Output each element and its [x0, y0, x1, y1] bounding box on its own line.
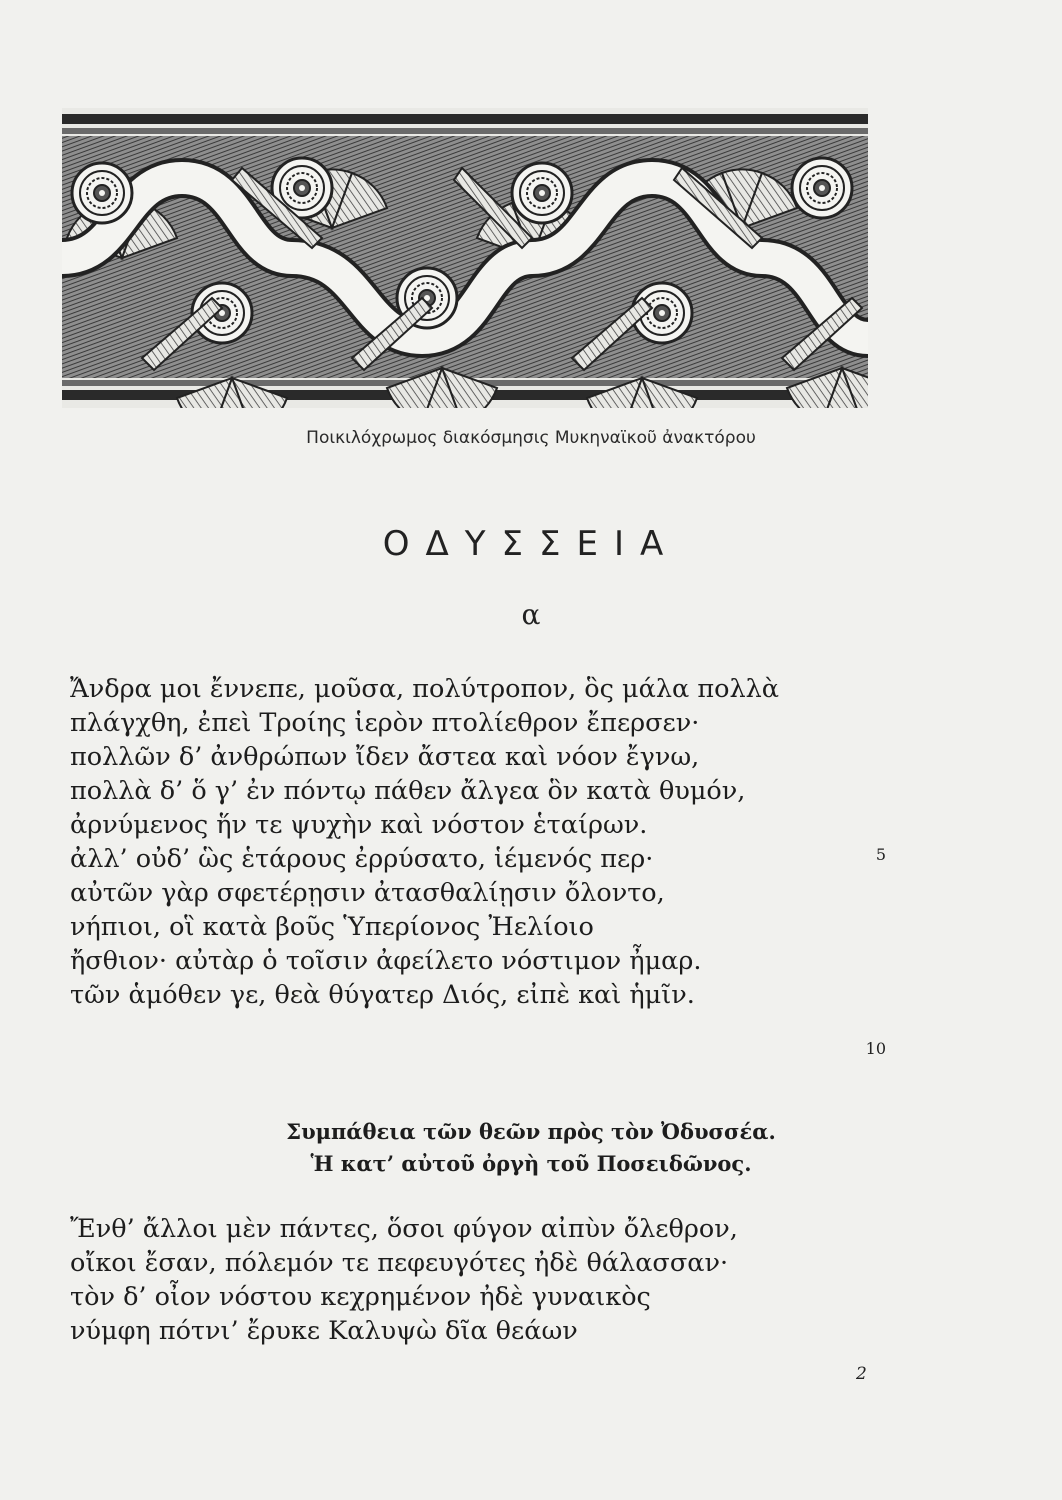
verse-line: πολλὰ δ’ ὅ γ’ ἐν πόντῳ πάθεν ἄλγεα ὃν κατὰ θυμόν,	[70, 776, 746, 806]
verse-line: νύμφη πότνι’ ἔρυκε Καλυψὼ δῖα θεάων	[70, 1316, 578, 1346]
section-heading-line-1: Συμπάθεια τῶν θεῶν πρὸς τὸν Ὀδυσσέα.	[286, 1119, 776, 1144]
verse-line: αὐτῶν γὰρ σφετέρῃσιν ἀτασθαλίῃσιν ὄλοντο,	[70, 878, 665, 908]
verse-line: νήπιοι, οἳ κατὰ βοῦς Ὑπερίονος Ἠελίοιο	[70, 912, 594, 942]
verse-line: ἤσθιον· αὐτὰρ ὁ τοῖσιν ἀφείλετο νόστιμον ἦμαρ.	[70, 946, 702, 976]
verse-line: τὸν δ’ οἶον νόστου κεχρημένον ἠδὲ γυναικὸς	[70, 1282, 651, 1312]
verse-line: Ἄνδρα μοι ἔννεπε, μοῦσα, πολύτροπον, ὃς μάλα πολλὰ	[70, 674, 779, 704]
verse-line: πλάγχθη, ἐπεὶ Τροίης ἱερὸν πτολίεθρον ἔπερσεν·	[70, 708, 700, 738]
line-number-5: 5	[875, 845, 886, 864]
verse-line: ἀρνύμενος ἥν τε ψυχὴν καὶ νόστον ἑταίρων.	[70, 810, 648, 840]
verse-block-1	[70, 672, 800, 1012]
line-number-10: 10	[865, 1039, 886, 1058]
book-label: α	[521, 598, 541, 631]
mycenaean-frieze-icon	[62, 108, 868, 408]
verse-line: ἀλλ’ οὐδ’ ὣς ἑτάρους ἐρρύσατο, ἱέμενός περ·	[70, 844, 654, 874]
page-title: ΟΔΥΣΣΕΙΑ	[382, 524, 680, 564]
verse-line: πολλῶν δ’ ἀνθρώπων ἴδεν ἄστεα καὶ νόον ἔγνω,	[70, 742, 700, 772]
verse-block-2	[70, 1212, 800, 1348]
section-heading-line-2: Ἡ κατ’ αὐτοῦ ὀργὴ τοῦ Ποσειδῶνος.	[310, 1151, 752, 1176]
frieze-caption: Ποικιλόχρωμος διακόσμησις Μυκηναϊκοῦ ἀνακτόρου	[306, 428, 756, 448]
verse-line: Ἔνθ’ ἄλλοι μὲν πάντες, ὅσοι φύγον αἰπὺν ὄλεθρον,	[70, 1214, 738, 1244]
verse-line: οἴκοι ἔσαν, πόλεμόν τε πεφευγότες ἠδὲ θάλασσαν·	[70, 1248, 729, 1278]
verse-line: τῶν ἁμόθεν γε, θεὰ θύγατερ Διός, εἰπὲ καὶ ἡμῖν.	[70, 980, 695, 1010]
page-number: 2	[856, 1364, 867, 1384]
